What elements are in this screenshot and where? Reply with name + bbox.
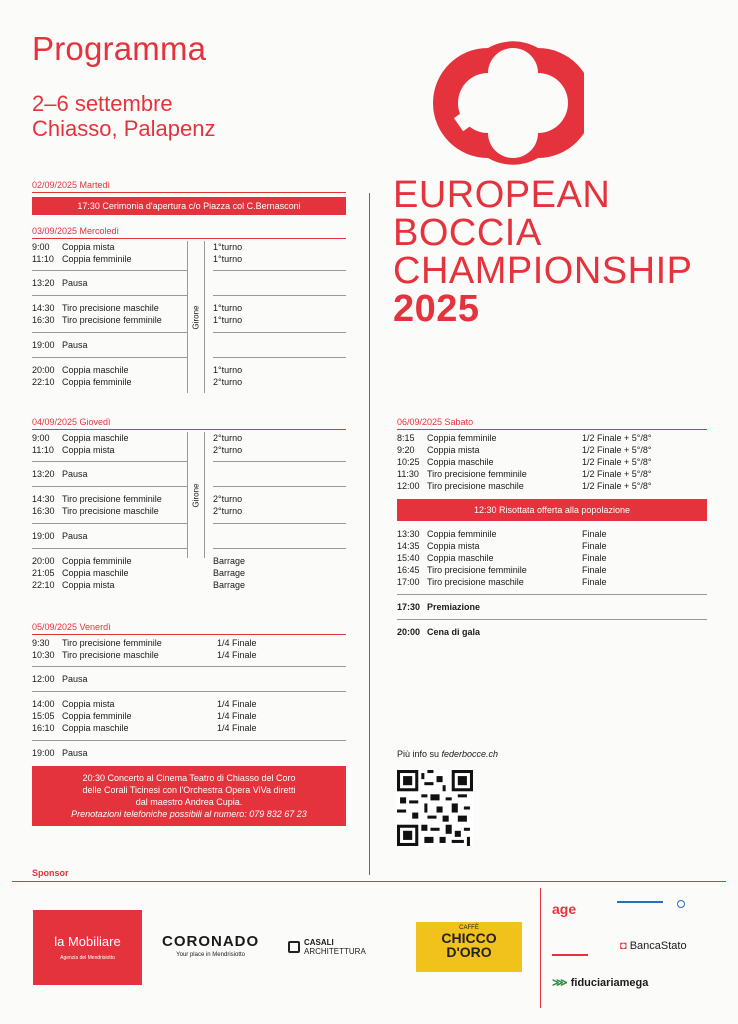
championship-name (393, 176, 692, 328)
day-friday (32, 622, 346, 826)
risottata-bar: 12:30 Risottata offerta alla popolazione (397, 499, 707, 521)
list-item: 14:00 Coppia mista 1/4 Finale (32, 699, 257, 709)
girone-label: Girone (191, 482, 201, 508)
column-divider (369, 193, 370, 875)
list-item: 21:05 Coppia maschile (32, 568, 129, 578)
sponsor-label: Sponsor (32, 868, 69, 878)
list-item: 11:10 Coppia mista (32, 445, 115, 455)
list-item: 19:00 Pausa (32, 340, 88, 350)
list-item: 20:00 Coppia maschile (32, 365, 129, 375)
championship-line-2: BOCCIA (393, 212, 542, 254)
list-item: 13:30 Coppia femminile Finale (397, 529, 607, 539)
list-item: 17:30 Premiazione (397, 602, 481, 612)
day-saturday (397, 417, 707, 638)
day-thursday: 04/09/2025 Giovedì 9:00 Coppia maschile 11:10 Coppia mista 13:20 Pausa 14:30 Tiro precisione femminile 16:30 Tiro precisione maschile 19:00 Pausa 20:00 Coppia femminile 21:05 Coppia maschile 22:10 Coppia mista Girone 2°turno 2°turno 2°turno 2°turno Barrage Barrage Barrage (32, 417, 346, 591)
concert-bar: 20:30 Concerto al Cinema Teatro di Chiasso del Coro delle Corali Ticinesi con l'Orchestra Opera ViVa diretti dal maestro Andrea Cupia. Prenotazioni telefoniche possibili al numero: 079 832 67 23 (32, 766, 346, 826)
sponsor-blue-logo-icon[interactable] (617, 901, 663, 917)
list-item: 16:30 Tiro precisione femminile (32, 315, 162, 325)
sponsor-small-logo-icon[interactable] (677, 900, 707, 920)
day-header: 04/09/2025 Giovedì (32, 417, 346, 430)
list-item: 12:00 Pausa (32, 674, 88, 684)
girone-column (187, 432, 205, 558)
sponsor-bancastato[interactable]: ◘ BancaStato (620, 940, 687, 952)
list-item: 8:15 Coppia femminile 1/2 Finale + 5°/8° (397, 433, 652, 443)
championship-year: 2025 (393, 288, 480, 330)
sponsor-casali[interactable]: CASALI ARCHITETTURA (288, 938, 366, 956)
website-link[interactable]: federbocce.ch (441, 749, 499, 759)
footer-divider (12, 881, 726, 882)
list-item: 16:45 Tiro precisione femminile Finale (397, 565, 607, 575)
championship-line-1: EUROPEAN (393, 174, 611, 216)
list-item: 10:30 Tiro precisione maschile 1/4 Finale (32, 650, 257, 660)
list-item: 9:00 Coppia mista (32, 242, 115, 252)
list-item: 11:30 Tiro precisione femminile 1/2 Finale + 5°/8° (397, 469, 652, 479)
opening-ceremony-bar: 17:30 Cerimonia d'apertura c/o Piazza col C.Bernasconi (32, 197, 346, 215)
list-item: 15:05 Coppia femminile 1/4 Finale (32, 711, 257, 721)
day-tuesday (32, 180, 346, 215)
list-item: 11:10 Coppia femminile (32, 254, 132, 264)
girone-label: Girone (191, 304, 201, 330)
championship-line-3: CHAMPIONSHIP (393, 250, 693, 292)
page-title: Programma (32, 30, 207, 67)
list-item: 19:00 Pausa (32, 748, 88, 758)
list-item: 19:00 Pausa (32, 531, 88, 541)
footer-vertical-divider (540, 888, 541, 1008)
list-item: 20:00 Coppia femminile (32, 556, 132, 566)
event-dates-venue (32, 91, 215, 141)
list-item: 20:00 Cena di gala (397, 627, 481, 637)
day-header: 06/09/2025 Sabato (397, 417, 707, 430)
event-dates: 2–6 settembre (32, 91, 173, 116)
list-item: 13:20 Pausa (32, 469, 88, 479)
sponsor-age[interactable]: age (552, 901, 577, 917)
day-header: 03/09/2025 Mercoledì (32, 226, 346, 239)
list-item: 14:30 Tiro precisione maschile (32, 303, 159, 313)
list-item: 22:10 Coppia femminile (32, 377, 132, 387)
qr-code-icon[interactable] (397, 770, 473, 846)
sponsor-chicco-doro[interactable]: CAFFÈ CHICCO D'ORO (416, 922, 522, 972)
list-item: 13:20 Pausa (32, 278, 88, 288)
list-item: 10:25 Coppia maschile 1/2 Finale + 5°/8° (397, 457, 652, 467)
list-item: 17:00 Tiro precisione maschile Finale (397, 577, 607, 587)
day-header: 02/09/2025 Martedì (32, 180, 346, 193)
girone-column (187, 241, 205, 393)
list-item: 22:10 Coppia mista (32, 580, 115, 590)
list-item: 9:20 Coppia mista 1/2 Finale + 5°/8° (397, 445, 652, 455)
list-item: 16:30 Tiro precisione maschile (32, 506, 159, 516)
championship-logo-icon (392, 38, 584, 168)
day-header: 05/09/2025 Venerdì (32, 622, 346, 635)
sponsor-mobiliare[interactable]: la Mobiliare Agenzia del Mendrisiotto (33, 910, 142, 985)
list-item: 14:35 Coppia mista Finale (397, 541, 607, 551)
list-item: 9:30 Tiro precisione femminile 1/4 Finale (32, 638, 257, 648)
list-item: 15:40 Coppia maschile Finale (397, 553, 607, 563)
list-item: 16:10 Coppia maschile 1/4 Finale (32, 723, 257, 733)
sponsor-red-logo-icon[interactable] (552, 940, 588, 956)
sponsor-fiduciaria[interactable]: ⋙ fiduciariamega (552, 977, 649, 989)
list-item: 14:30 Tiro precisione femminile (32, 494, 162, 504)
more-info: Più info su federbocce.ch (397, 749, 499, 759)
list-item: 12:00 Tiro precisione maschile 1/2 Finale + 5°/8° (397, 481, 652, 491)
list-item: 9:00 Coppia maschile (32, 433, 129, 443)
casali-logo-icon (288, 941, 300, 953)
day-wednesday: 03/09/2025 Mercoledì 9:00 Coppia mista 11:10 Coppia femminile 13:20 Pausa 14:30 Tiro precisione maschile 16:30 Tiro precisione femminile 19:00 Pausa 20:00 Coppia maschile 22:10 Coppia femminile Girone 1°turno 1°turno 1°turno 1°turno 1°turno 2°turno (32, 226, 346, 393)
sponsor-coronado[interactable]: CORONADO Your place in Mendrisiotto (162, 933, 260, 958)
event-venue: Chiasso, Palapenz (32, 116, 216, 141)
